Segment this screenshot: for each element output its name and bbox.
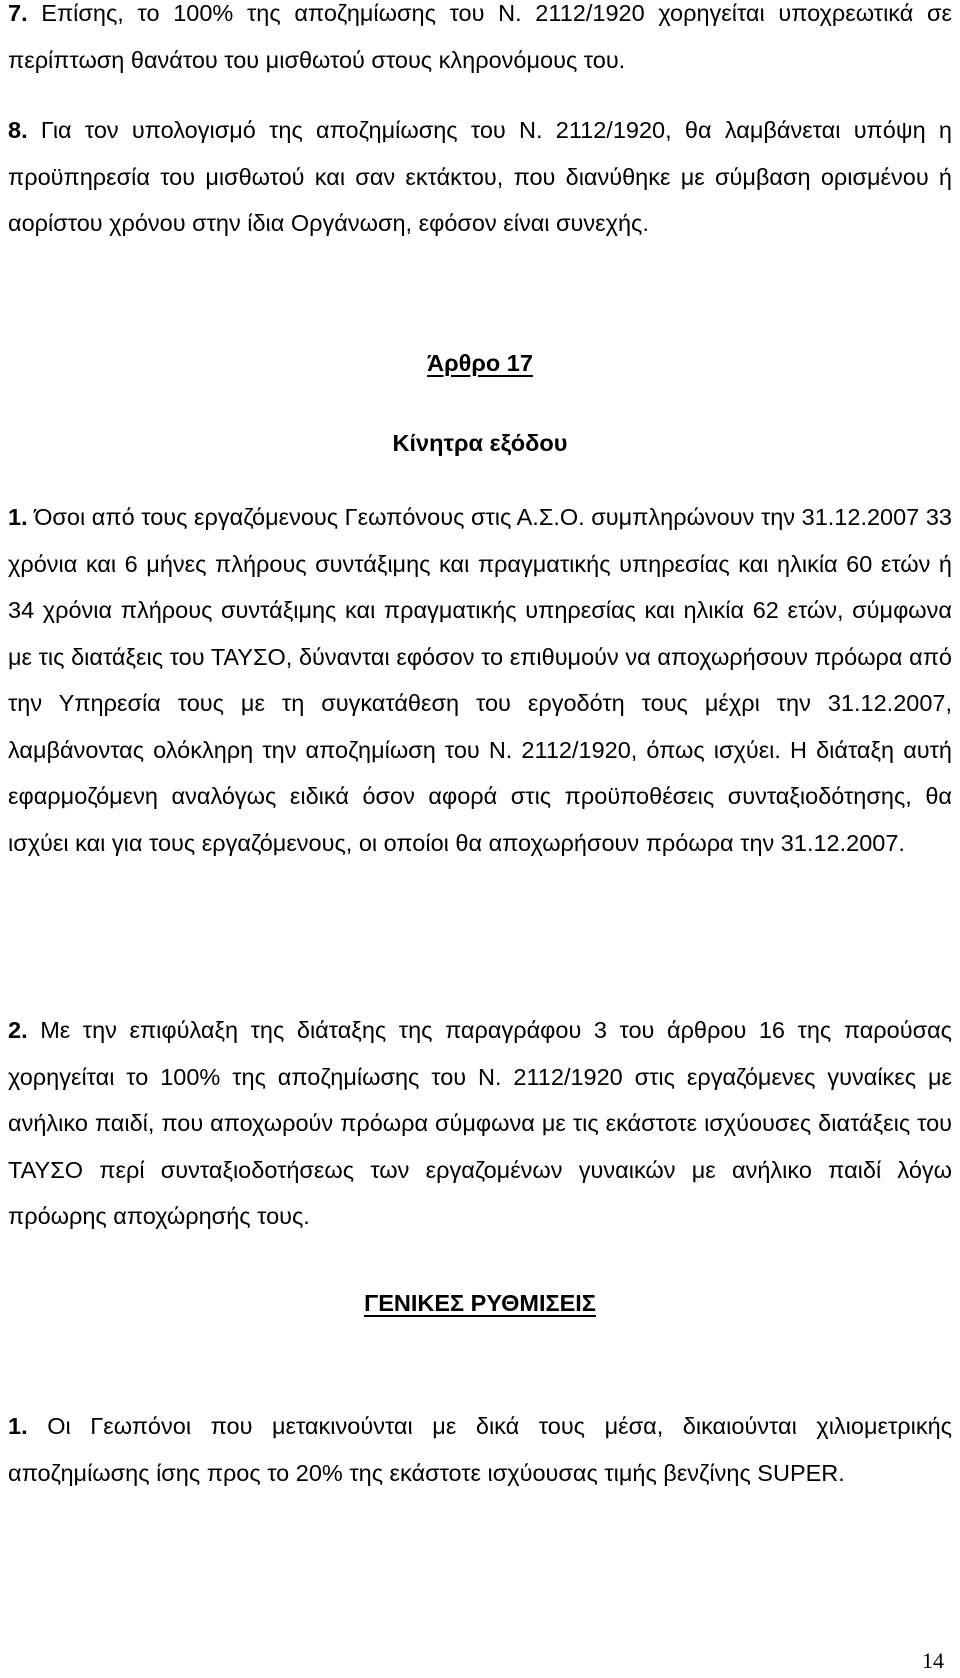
paragraph-8 <box>8 107 952 247</box>
paragraph-text: Με την επιφύλαξη της διάταξης της παραγράφου 3 του άρθρου 16 της παρούσας χορηγείται το 100% της αποζημίωσης του Ν. 2112/1920 στις εργαζόμενες γυναίκες με ανήλικο παιδί, που αποχωρούν πρόωρα σύμφωνα με τις εκάστοτε ισχύουσες διατάξεις του ΤΑΥΣΟ περί συνταξιοδοτήσεως των εργαζομένων γυναικών με ανήλικο παιδί λόγω πρόωρης αποχώρησής τους. <box>8 1017 952 1229</box>
paragraph-text: Οι Γεωπόνοι που μετακινούνται με δικά τους μέσα, δικαιούνται χιλιομετρικής αποζημίωσης ίσης προς το 20% της εκάστοτε ισχύουσας τιμής βενζίνης SUPER. <box>8 1413 953 1486</box>
paragraph-7 <box>8 0 952 83</box>
paragraph-number: 2. <box>8 1017 28 1043</box>
general-paragraph-1 <box>8 1403 952 1496</box>
general-provisions-heading: ΓΕΝΙΚΕΣ ΡΥΘΜΙΣΕΙΣ <box>364 1290 596 1316</box>
article-heading: Άρθρο 17 <box>427 350 533 376</box>
page-number: 14 <box>922 1648 944 1673</box>
paragraph-number: 7. <box>8 0 28 26</box>
article17-paragraph-2 <box>8 1007 952 1240</box>
paragraph-text: Επίσης, το 100% της αποζημίωσης του Ν. 2112/1920 χορηγείται υποχρεωτικά σε περίπτωση θανάτου του μισθωτού στους κληρονόμους του. <box>8 0 952 73</box>
paragraph-text: Για τον υπολογισμό της αποζημίωσης του Ν. 2112/1920, θα λαμβάνεται υπόψη η προϋπηρεσία του μισθωτού και σαν εκτάκτου, που διανύθηκε με σύμβαση ορισμένου ή αορίστου χρόνου στην ίδια Οργάνωση, εφόσον είναι συνεχής. <box>8 117 953 236</box>
article-subheading: Κίνητρα εξόδου <box>392 430 568 456</box>
paragraph-number: 1. <box>8 504 28 530</box>
paragraph-number: 1. <box>8 1413 28 1439</box>
paragraph-number: 8. <box>8 117 28 143</box>
paragraph-text: Όσοι από τους εργαζόμενους Γεωπόνους στις Α.Σ.Ο. συμπληρώνουν την 31.12.2007 33 χρόνια και 6 μήνες πλήρους συντάξιμης και πραγματικής υπηρεσίας και ηλικία 60 ετών ή 34 χρόνια πλήρους συντάξιμης και πραγματικής υπηρεσίας και ηλικία 62 ετών, σύμφωνα με τις διατάξεις του ΤΑΥΣΟ, δύνανται εφόσον το επιθυμούν να αποχωρήσουν πρόωρα από την Υπηρεσία τους με τη συγκατάθεση του εργοδότη τους μέχρι την 31.12.2007, λαμβάνοντας ολόκληρη την αποζημίωση του Ν. 2112/1920, όπως ισχύει. Η διάταξη αυτή εφαρμοζόμενη αναλόγως ειδικά όσον αφορά στις προϋποθέσεις συνταξιοδότησης, θα ισχύει και για τους εργαζόμενους, οι οποίοι θα αποχωρήσουν πρόωρα την 31.12.2007. <box>8 504 952 856</box>
article17-paragraph-1 <box>8 494 952 866</box>
